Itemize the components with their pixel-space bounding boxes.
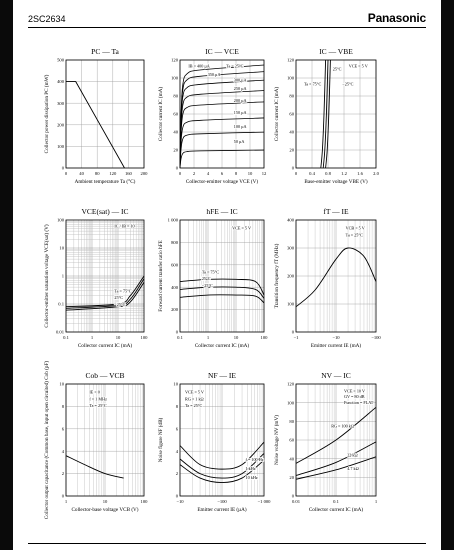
y-tick-label: 0 bbox=[61, 165, 64, 171]
x-tick-label: 10 bbox=[247, 171, 253, 176]
plot-annotation: −25°C bbox=[201, 282, 213, 288]
plot-annotation: 25°C bbox=[114, 295, 124, 301]
y-tick-label: 2 bbox=[61, 471, 64, 477]
y-tick-label: 60 bbox=[173, 111, 178, 117]
y-tick-label: 40 bbox=[173, 129, 178, 135]
plot-annotation: IC / IB = 10 bbox=[114, 223, 135, 229]
y-axis-label: Noise voltage NV (mV) bbox=[274, 415, 280, 465]
x-tick-label: 12 bbox=[261, 171, 267, 176]
part-number: 2SC2634 bbox=[28, 14, 66, 24]
plot-ic-vce bbox=[157, 47, 267, 185]
plot-annotation: 22 kΩ bbox=[347, 452, 358, 458]
y-tick-label: 0.1 bbox=[58, 301, 64, 307]
x-tick-label: 0.1 bbox=[63, 335, 69, 340]
plot-annotation: GV = 80 dB bbox=[344, 394, 365, 400]
y-tick-label: 10 bbox=[59, 381, 64, 387]
y-tick-label: 100 bbox=[287, 400, 294, 406]
plot-annotation: 25°C bbox=[332, 66, 342, 72]
plot-annotation: 200 µA bbox=[233, 97, 247, 103]
x-tick-label: 160 bbox=[124, 171, 132, 176]
plot-annotation: Ta = 25°C bbox=[345, 232, 363, 238]
x-tick-label: −100 bbox=[371, 335, 381, 340]
plot-annotation: VCE = 5 V bbox=[348, 63, 368, 69]
x-tick-label: 0 bbox=[64, 171, 68, 176]
x-tick-label: 10 bbox=[233, 335, 239, 340]
x-axis-label: Collector-emitter voltage VCE (V) bbox=[185, 179, 259, 185]
plot-annotation: VCE = 10 V bbox=[344, 388, 366, 394]
x-tick-label: 40 bbox=[79, 171, 84, 176]
y-tick-label: 0.01 bbox=[55, 329, 64, 335]
x-tick-label: 100 bbox=[260, 335, 268, 340]
y-tick-label: 10 bbox=[59, 245, 64, 251]
y-tick-label: 2 bbox=[175, 471, 178, 477]
x-tick-label: −1 000 bbox=[257, 499, 271, 504]
plot-annotation: Ta = 75°C bbox=[201, 269, 220, 275]
x-tick-label: 2 bbox=[192, 171, 196, 176]
x-axis-label: Collector current IC (mA) bbox=[308, 507, 364, 513]
y-tick-label: 500 bbox=[57, 57, 64, 63]
plot-annotation: Ta = 75°C bbox=[114, 288, 132, 294]
plot-pc-ta bbox=[43, 47, 148, 185]
y-tick-label: 6 bbox=[175, 426, 178, 432]
y-tick-label: 0 bbox=[175, 165, 178, 171]
y-tick-label: 0 bbox=[61, 493, 64, 499]
y-tick-label: 100 bbox=[287, 301, 294, 307]
y-axis-label: Noise figure NF (dB) bbox=[158, 417, 164, 463]
y-tick-label: 8 bbox=[61, 404, 64, 409]
x-tick-label: 10 bbox=[102, 499, 108, 504]
plot-cob-vcb bbox=[43, 361, 148, 519]
plot-annotation: IE = 0 bbox=[89, 389, 100, 395]
y-axis-label: Forward current transfer ratio hFE bbox=[158, 240, 164, 312]
series-line bbox=[66, 276, 144, 307]
y-axis-label: Collector-emitter saturation voltage VCE(sat) (V) bbox=[44, 224, 50, 328]
plot-annotation: Ta = 25°C bbox=[185, 403, 203, 409]
plot-title: PC — Ta bbox=[91, 47, 119, 56]
plot-annotation: IB = 400 µA bbox=[188, 63, 210, 69]
x-tick-label: 0.4 bbox=[309, 171, 315, 176]
plot-annotation: f = 100 Hz bbox=[245, 456, 264, 462]
plot-annotation: 50 µA bbox=[233, 138, 245, 144]
y-tick-label: 300 bbox=[287, 245, 294, 251]
plot-ft-ie bbox=[273, 207, 381, 349]
x-axis-label: Emitter current IE (mA) bbox=[310, 343, 362, 349]
y-tick-label: 60 bbox=[289, 437, 294, 443]
y-tick-label: 20 bbox=[289, 474, 294, 480]
x-tick-label: 0.8 bbox=[325, 171, 331, 176]
y-tick-label: 200 bbox=[287, 273, 294, 279]
x-axis-label: Collector current IC (mA) bbox=[77, 343, 133, 349]
plot-hfe-ic bbox=[157, 207, 268, 349]
plot-title: VCE(sat) — IC bbox=[81, 207, 129, 216]
brand-logo: Panasonic bbox=[367, 11, 426, 25]
plot-annotation: VCE = 5 V bbox=[185, 389, 204, 395]
x-tick-label: 1.2 bbox=[341, 171, 347, 176]
y-tick-label: 100 bbox=[287, 75, 294, 81]
x-tick-label: 1 bbox=[64, 499, 68, 504]
x-tick-label: 2.0 bbox=[373, 171, 379, 176]
x-tick-label: −10 bbox=[176, 499, 184, 504]
plot-annotation: 10 kHz bbox=[245, 474, 258, 480]
y-tick-label: 60 bbox=[289, 111, 294, 117]
x-tick-label: 120 bbox=[109, 171, 117, 176]
y-tick-label: 8 bbox=[175, 404, 178, 409]
x-tick-label: 1.6 bbox=[357, 171, 363, 176]
plot-ic-vbe bbox=[273, 47, 380, 185]
plot-annotation: 350 µA bbox=[207, 71, 221, 77]
plot-title: IC — VCE bbox=[205, 47, 239, 56]
plot-annotation: RG = 1 kΩ bbox=[185, 396, 204, 402]
x-tick-label: 1 bbox=[374, 499, 378, 504]
plot-frame bbox=[66, 60, 144, 168]
x-tick-label: 6 bbox=[220, 171, 224, 176]
y-axis-label: Collector power dissipation PC (mW) bbox=[44, 74, 50, 154]
y-axis-label: Collector current IC (mA) bbox=[274, 86, 280, 142]
y-tick-label: 600 bbox=[171, 262, 178, 268]
y-tick-label: 200 bbox=[57, 122, 64, 128]
plot-title: NV — IC bbox=[321, 371, 351, 380]
x-axis-label: Collector current IC (mA) bbox=[194, 343, 250, 349]
plot-annotation: −25°C bbox=[114, 301, 126, 307]
y-tick-label: 80 bbox=[289, 418, 294, 424]
x-tick-label: 0 bbox=[294, 171, 298, 176]
y-tick-label: 200 bbox=[171, 307, 178, 313]
y-axis-label: Collector current IC (mA) bbox=[158, 86, 164, 142]
plot-annotation: f = 1 MHz bbox=[89, 396, 108, 402]
y-tick-label: 0 bbox=[291, 165, 294, 171]
x-tick-label: 8 bbox=[234, 171, 238, 176]
y-tick-label: 4 bbox=[61, 448, 64, 454]
x-tick-label: −10 bbox=[332, 335, 340, 340]
y-tick-label: 0 bbox=[175, 493, 178, 499]
plot-annotation: Ta = 25°C bbox=[89, 403, 107, 409]
x-tick-label: 0.1 bbox=[333, 499, 339, 504]
x-tick-label: 100 bbox=[140, 335, 148, 340]
y-tick-label: 100 bbox=[171, 75, 178, 81]
y-axis-label: Transition frequency fT (MHz) bbox=[274, 243, 280, 309]
x-axis-label: Emitter current IE (µA) bbox=[197, 507, 247, 513]
y-tick-label: 4 bbox=[175, 448, 178, 454]
x-axis-label: Collector-base voltage VCB (V) bbox=[71, 507, 139, 513]
plot-vcesat-ic bbox=[43, 207, 148, 349]
plot-annotation: Ta = 25°C bbox=[226, 63, 244, 69]
x-axis-label: Base-emitter voltage VBE (V) bbox=[304, 179, 368, 185]
x-tick-label: 0 bbox=[178, 171, 182, 176]
series-line bbox=[66, 456, 124, 478]
y-axis-label: Collector output capacitance (Common base, input open circuited) Cob (pF) bbox=[44, 360, 50, 520]
x-tick-label: 100 bbox=[140, 499, 148, 504]
y-tick-label: 800 bbox=[171, 240, 178, 245]
x-tick-label: 1 bbox=[90, 335, 94, 340]
plot-annotation: 25°C bbox=[201, 276, 211, 282]
x-tick-label: 80 bbox=[94, 171, 100, 176]
y-tick-label: 40 bbox=[289, 456, 294, 462]
plot-annotation: 4.7 kΩ bbox=[347, 465, 359, 471]
x-tick-label: −100 bbox=[217, 499, 227, 504]
x-tick-label: 1 bbox=[206, 335, 210, 340]
y-tick-label: 1 000 bbox=[167, 217, 178, 223]
plot-annotation: VCB = 5 V bbox=[345, 225, 365, 231]
series-line bbox=[180, 295, 264, 303]
y-tick-label: 400 bbox=[287, 217, 294, 223]
plot-frame bbox=[180, 220, 264, 332]
x-axis-label: Ambient temperature Ta (°C) bbox=[74, 179, 136, 185]
x-tick-label: 10 bbox=[115, 335, 121, 340]
y-tick-label: 6 bbox=[61, 426, 64, 432]
plot-title: NF — IE bbox=[208, 371, 236, 380]
y-tick-label: 40 bbox=[289, 129, 294, 135]
series-line bbox=[180, 287, 264, 298]
plot-annotation: 300 µA bbox=[233, 77, 247, 83]
y-tick-label: 20 bbox=[289, 147, 294, 153]
plot-title: fT — IE bbox=[323, 207, 349, 216]
y-tick-label: 20 bbox=[173, 147, 178, 153]
y-tick-label: 0 bbox=[175, 329, 178, 335]
y-tick-label: 0 bbox=[291, 329, 294, 335]
y-tick-label: 120 bbox=[171, 57, 178, 63]
x-tick-label: −1 bbox=[293, 335, 299, 340]
y-tick-label: 100 bbox=[57, 144, 64, 149]
y-tick-label: 0 bbox=[291, 493, 294, 499]
plot-annotation: 1 kHz bbox=[245, 465, 256, 471]
plot-annotation: Ta = 75°C bbox=[304, 81, 322, 87]
y-tick-label: 120 bbox=[287, 57, 294, 63]
plot-annotation: 150 µA bbox=[233, 109, 247, 115]
plot-title: IC — VBE bbox=[319, 47, 353, 56]
y-tick-label: 400 bbox=[57, 79, 64, 85]
x-tick-label: 0.1 bbox=[177, 335, 183, 340]
plot-annotation: −25°C bbox=[342, 81, 354, 87]
y-tick-label: 400 bbox=[171, 284, 178, 290]
y-tick-label: 80 bbox=[173, 93, 178, 99]
y-tick-label: 1 bbox=[61, 273, 64, 279]
plot-annotation: VCE = 5 V bbox=[232, 225, 252, 231]
x-tick-label: 200 bbox=[140, 171, 148, 176]
y-tick-label: 100 bbox=[57, 217, 64, 223]
plot-nv-ic bbox=[273, 371, 378, 513]
plot-annotation: Function = FLAT bbox=[344, 399, 374, 405]
y-tick-label: 120 bbox=[287, 381, 294, 387]
y-tick-label: 10 bbox=[173, 381, 178, 387]
x-tick-label: 4 bbox=[206, 171, 210, 176]
plot-title: hFE — IC bbox=[206, 207, 238, 216]
x-tick-label: 0.01 bbox=[291, 499, 301, 504]
plot-annotation: 250 µA bbox=[233, 86, 247, 91]
y-tick-label: 300 bbox=[57, 100, 64, 106]
plot-annotation: RG = 100 kΩ bbox=[331, 423, 355, 429]
plot-nf-ie bbox=[157, 371, 271, 513]
plot-title: Cob — VCB bbox=[85, 371, 125, 380]
y-tick-label: 80 bbox=[289, 93, 294, 99]
plot-annotation: 100 µA bbox=[233, 123, 247, 129]
